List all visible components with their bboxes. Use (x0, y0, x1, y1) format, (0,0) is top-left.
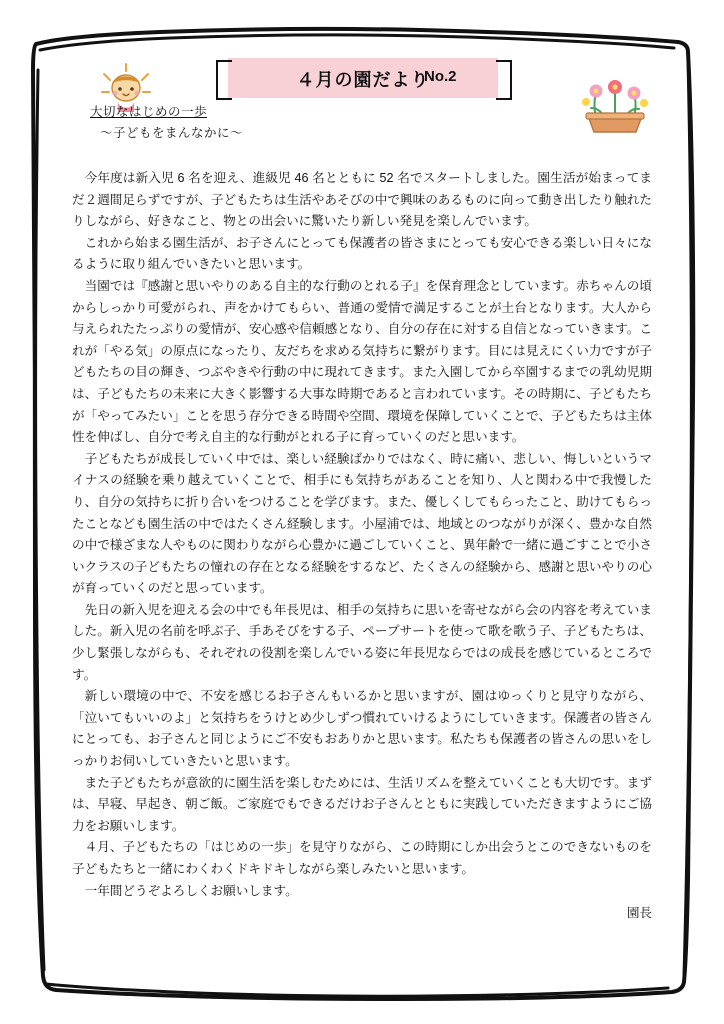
subtitle-line-1: 大切なはじめの一歩 (90, 105, 208, 119)
flower-pot-illustration (576, 76, 654, 134)
paragraph: 子どもたちが成長していく中では、楽しい経験ばかりではなく、時に痛い、悲しい、悔しいというマイナスの経験を乗り越えていくことで、相手にも気持ちがあることを知り、人と関わる中で我慢したり、自分の気持ちに折り合いをつけることを学びます。また、優しくしてもらったこと、助けてもらったことなども園生活の中ではたくさん経験します。小屋浦では、地域とのつながりが深く、豊かな自然の中で様ざまな人やものに関わりながら心豊かに過ごしていくこと、異年齢で一緒に過ごすことで小さいクラスの子どもたちの憧れの存在となる経験をするなど、たくさんの経験から、感謝と思いやりの心が育っていくのだと思っています。 (72, 451, 652, 596)
document-title: ４月の園だより (296, 70, 430, 90)
paragraph: 一年間どうぞよろしくお願いします。 (84, 883, 298, 898)
title-banner (228, 58, 498, 98)
subtitle-block (90, 102, 243, 144)
paragraph: ４月、子どもたちの「はじめの一歩」を見守りながら、この時期にしか出会うとこのできないものを子どもたちと一緒にわくわくドキドキしながら楽しみたいと思います。 (72, 840, 652, 876)
subtitle-line-2: 〜子どもをまんなかに〜 (100, 126, 244, 140)
paragraph: 当園では『感謝と思いやりのある自主的な行動のとれる子』を保育理念としています。赤ちゃんの頃からしっかり可愛がられ、声をかけてもらい、普通の愛情で満足することが土台となります。大人から与えられたたっぷりの愛情が、安心感や信頼感となり、自分の存在に対する自信となっていきます。これが「やる気」の原点になったり、友だちを求める気持ちに繋がります。目には見えにくい力ですが子どもたちの目の輝き、つぶやきや行動の中に現れてきます。また入園してから卒園するまでの乳幼児期は、子どもたちの未来に大きく影響する大事な時期であると言われています。その時期に、子どもたちが「やってみたい」ことを思う存分できる時間や空間、環境を保障していくことで、子どもたちは主体性を伸ばし、自分で考え自主的な行動がとれる子に育っていくのだと思います。 (72, 278, 652, 445)
issue-number: No.2 (424, 68, 457, 85)
document-content (60, 40, 664, 984)
bracket-right-icon (496, 60, 512, 100)
paragraph: 先日の新入児を迎える会の中でも年長児は、相手の気持ちに思いを寄せながら会の内容を考えていました。新入児の名前を呼ぶ子、手あそびをする子、ペープサートを使って歌を歌う子、子どもたちは、少し緊張しながらも、それぞれの役割を楽しんでいる姿に年長児ならではの成長を感じているところです。 (72, 602, 652, 682)
paragraph: これから始まる園生活が、お子さんにとっても保護者の皆さまにとっても安心できる楽しい日々になるように取り組んでいきたいと思います。 (72, 235, 652, 272)
paragraph: また子どもたちが意欲的に園生活を楽しむためには、生活リズムを整えていくことも大切です。まずは、早寝、早起き、朝ご飯。ご家庭でもできるだけお子さんとともに実践していただきますようにご協力をお願いします。 (72, 775, 652, 833)
paragraph: 今年度は新入児 6 名を迎え、進級児 46 名とともに 52 名でスタートしました。園生活が始まってまだ２週間足らずですが、子どもたちは生活やあそびの中で興味のあるものに向って動き出したり触れたりしながら、好きなこと、物との出会いに驚いたり新しい発見を楽しんでいます。 (72, 171, 652, 229)
body-text (72, 168, 652, 902)
signature: 園長 (626, 906, 652, 920)
paragraph: 新しい環境の中で、不安を感じるお子さんもいるかと思いますが、園はゆっくりと見守りながら、「泣いてもいいのよ」と気持ちをうけとめ少しずつ慣れていけるようにしていきます。保護者の皆さんにとっても、お子さんと同じようにご不安もおありかと思います。私たちも保護者の皆さんの思いをしっかりお伺いしていきたいと思います。 (72, 689, 652, 769)
